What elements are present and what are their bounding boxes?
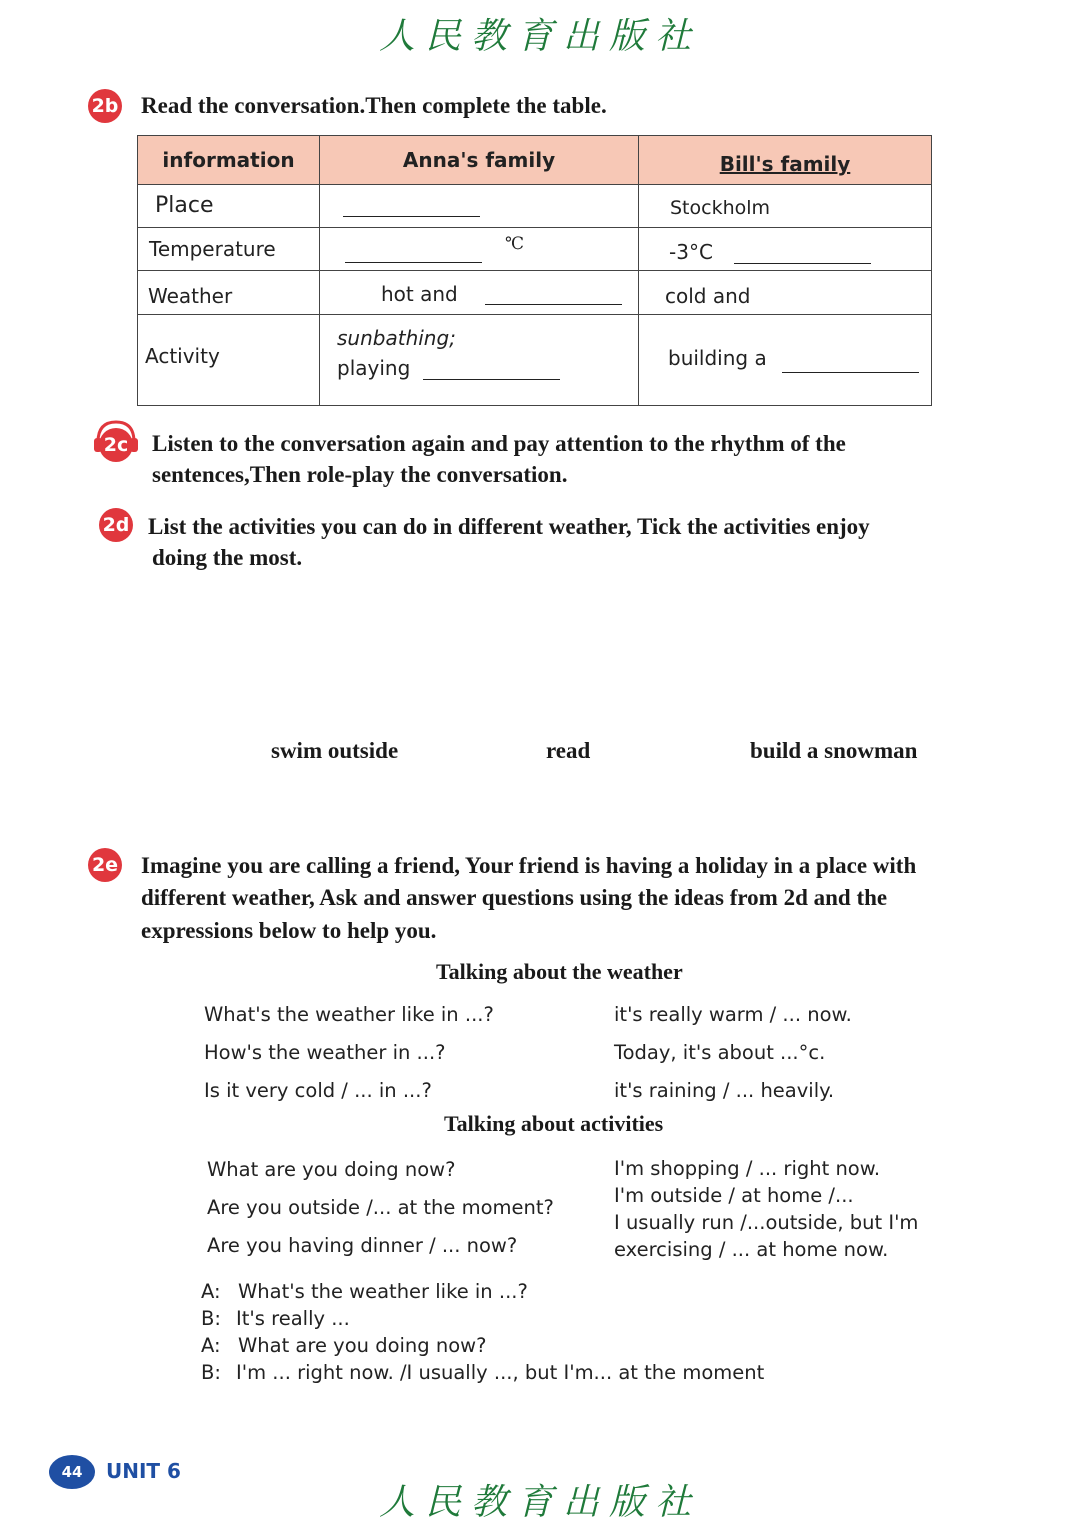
heading-talking-weather: Talking about the weather [436, 959, 683, 984]
instruction-2d-line2: doing the most. [152, 545, 303, 570]
activity-answer: I'm outside / at home /... [614, 1184, 854, 1207]
bill-place: Stockholm [670, 197, 771, 219]
unit-label: UNIT 6 [106, 1459, 181, 1483]
publisher-logo-footer: 人民教育出版社 [378, 1482, 701, 1523]
blank-bill-activity[interactable] [782, 352, 919, 373]
row-label-activity: Activity [145, 344, 220, 368]
weather-question: What's the weather like in ...? [204, 1003, 494, 1026]
activity-swim-outside: swim outside [271, 738, 399, 763]
blank-anna-place[interactable] [343, 196, 480, 217]
activity-question: Are you having dinner / ... now? [207, 1234, 518, 1257]
header-anna: Anna's family [320, 136, 639, 185]
instruction-2c-line1: Listen to the conversation again and pay attention to the rhythm of the [152, 431, 846, 456]
row-label-place: Place [155, 193, 214, 218]
activity-answer: exercising / ... at home now. [614, 1238, 889, 1261]
header-bill: Bill's family [639, 136, 932, 185]
badge-2c: 2c [99, 428, 133, 462]
dialogue-speaker: B: [201, 1307, 221, 1330]
instruction-2e-line1: Imagine you are calling a friend, Your friend is having a holiday in a place with [141, 853, 917, 878]
activity-answer: I'm shopping / ... right now. [614, 1157, 881, 1180]
table-header-row [138, 136, 932, 185]
celsius-unit: ℃ [505, 234, 525, 254]
dialogue-line: What's the weather like in ...? [238, 1280, 528, 1303]
activity-answer: I usually run /...outside, but I'm [614, 1211, 919, 1234]
dialogue-speaker: A: [201, 1334, 221, 1357]
info-table [137, 135, 932, 406]
weather-answer: it's raining / ... heavily. [614, 1079, 835, 1102]
publisher-logo: 人民教育出版社 [378, 16, 701, 57]
table-row [138, 185, 932, 228]
activity-build-snowman: build a snowman [750, 738, 918, 763]
instruction-2e-line2: different weather, Ask and answer questions using the ideas from 2d and the [141, 885, 888, 910]
blank-anna-activity[interactable] [423, 359, 560, 380]
instruction-2b: Read the conversation.Then complete the table. [141, 93, 607, 118]
bill-temperature: -3°C [669, 240, 713, 264]
instruction-2d-line1: List the activities you can do in different weather, Tick the activities enjoy [148, 514, 870, 539]
instruction-2c-line2: sentences,Then role-play the conversation. [152, 462, 568, 487]
blank-anna-temperature[interactable] [345, 242, 482, 263]
dialogue-line: It's really ... [236, 1307, 350, 1330]
row-label-weather: Weather [148, 284, 233, 308]
activity-read: read [546, 738, 591, 763]
anna-weather: hot and [381, 282, 458, 306]
weather-answer: it's really warm / ... now. [614, 1003, 852, 1026]
table-row [138, 315, 932, 406]
weather-question: Is it very cold / ... in ...? [204, 1079, 432, 1102]
activity-question: Are you outside /... at the moment? [207, 1196, 554, 1219]
blank-bill-temperature[interactable] [734, 243, 871, 264]
bill-weather: cold and [665, 284, 751, 308]
badge-2e: 2e [88, 848, 122, 882]
badge-2b: 2b [88, 89, 122, 123]
bill-activity: building a [668, 346, 767, 370]
instruction-2e-line3: expressions below to help you. [141, 918, 437, 943]
dialogue-speaker: B: [201, 1361, 221, 1384]
page-number: 44 [49, 1455, 95, 1489]
anna-activity-line2: playing [337, 356, 411, 380]
anna-activity-line1: sunbathing; [337, 326, 456, 350]
heading-talking-activities: Talking about activities [444, 1111, 664, 1136]
dialogue-line: What are you doing now? [238, 1334, 487, 1357]
header-information: information [138, 136, 320, 185]
table-row [138, 228, 932, 271]
badge-2d: 2d [99, 508, 133, 542]
row-label-temperature: Temperature [149, 237, 276, 261]
weather-question: How's the weather in ...? [204, 1041, 446, 1064]
activity-question: What are you doing now? [207, 1158, 456, 1181]
dialogue-line: I'm ... right now. /I usually ..., but I'm... at the moment [236, 1361, 765, 1384]
table-row [138, 271, 932, 315]
dialogue-speaker: A: [201, 1280, 221, 1303]
weather-answer: Today, it's about ...°c. [614, 1041, 826, 1064]
blank-anna-weather[interactable] [485, 284, 622, 305]
